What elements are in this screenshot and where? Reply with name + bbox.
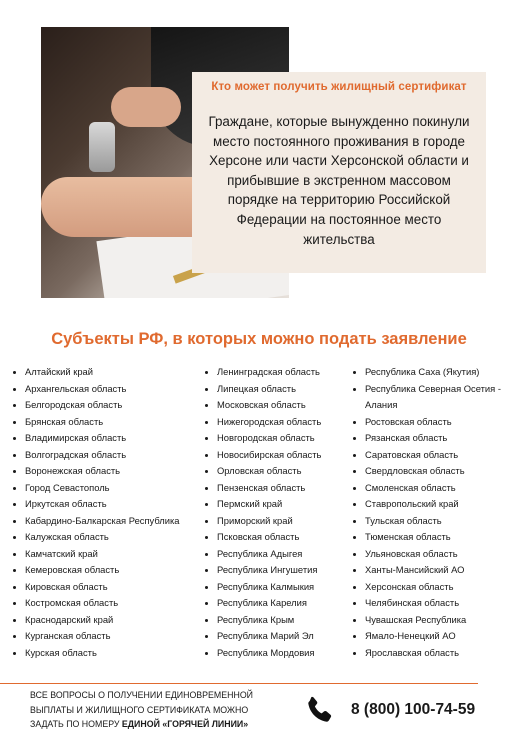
list-item: Костромская область	[11, 595, 180, 612]
list-item: Пензенская область	[203, 480, 321, 497]
list-item: Ростовская область	[351, 414, 501, 431]
phone-icon	[302, 694, 336, 728]
list-item: Ставропольский край	[351, 496, 501, 513]
regions-column-2	[203, 364, 321, 661]
list-item: Липецкая область	[203, 381, 321, 398]
list-item: Камчатский край	[11, 546, 180, 563]
regions-column-1	[11, 364, 180, 661]
list-item: Республика Саха (Якутия)	[351, 364, 501, 381]
list-item: Ленинградская область	[203, 364, 321, 381]
list-item: Республика Ингушетия	[203, 562, 321, 579]
list-item: Волгоградская область	[11, 447, 180, 464]
list-item: Ямало-Ненецкий АО	[351, 628, 501, 645]
list-item: Алтайский край	[11, 364, 180, 381]
list-item: Республика Северная Осетия - Алания	[351, 381, 501, 414]
list-item: Город Севастополь	[11, 480, 180, 497]
list-item: Республика Адыгея	[203, 546, 321, 563]
list-item: Калужская область	[11, 529, 180, 546]
list-item: Владимирская область	[11, 430, 180, 447]
list-item: Ярославская область	[351, 645, 501, 662]
list-item: Московская область	[203, 397, 321, 414]
regions-heading: Субъекты РФ, в которых можно подать заявление	[51, 330, 467, 348]
list-item: Курганская область	[11, 628, 180, 645]
list-item: Республика Калмыкия	[203, 579, 321, 596]
list-item: Республика Крым	[203, 612, 321, 629]
list-item: Псковская область	[203, 529, 321, 546]
list-item: Республика Марий Эл	[203, 628, 321, 645]
list-item: Новгородская область	[203, 430, 321, 447]
list-item: Тульская область	[351, 513, 501, 530]
list-item: Кабардино-Балкарская Республика	[11, 513, 180, 530]
list-item: Архангельская область	[11, 381, 180, 398]
list-item: Воронежская область	[11, 463, 180, 480]
list-item: Иркутская область	[11, 496, 180, 513]
list-item: Херсонская область	[351, 579, 501, 596]
footer-divider	[0, 683, 478, 684]
list-item: Краснодарский край	[11, 612, 180, 629]
list-item: Саратовская область	[351, 447, 501, 464]
card-text: Граждане, которые вынужденно покинули место постоянного проживания в городе Херсоне или части Херсонской области и прибывшие в экстренном массовом порядке на территорию Российской Федерации на постоянное место жительства	[208, 114, 470, 247]
list-item: Брянская область	[11, 414, 180, 431]
hotline-phone-number[interactable]: 8 (800) 100-74-59	[351, 701, 476, 718]
regions-column-3	[351, 364, 501, 661]
list-item: Рязанская область	[351, 430, 501, 447]
list-item: Ульяновская область	[351, 546, 501, 563]
card-title: Кто может получить жилищный сертификат	[211, 81, 467, 93]
keys-icon	[89, 122, 115, 172]
list-item: Чувашская Республика	[351, 612, 501, 629]
hotline-info: ВСЕ ВОПРОСЫ О ПОЛУЧЕНИИ ЕДИНОВРЕМЕННОЙ ВЫПЛАТЫ И ЖИЛИЩНОГО СЕРТИФИКАТА МОЖНО ЗАДАТЬ ПО НОМЕРУ ЕДИНОЙ «ГОРЯЧЕЙ ЛИНИИ»	[30, 690, 253, 729]
list-item: Кемеровская область	[11, 562, 180, 579]
list-item: Республика Мордовия	[203, 645, 321, 662]
list-item: Республика Карелия	[203, 595, 321, 612]
photo-hand-giving	[111, 87, 181, 127]
list-item: Челябинская область	[351, 595, 501, 612]
list-item: Пермский край	[203, 496, 321, 513]
list-item: Новосибирская область	[203, 447, 321, 464]
list-item: Кировская область	[11, 579, 180, 596]
eligibility-card	[192, 72, 486, 273]
list-item: Нижегородская область	[203, 414, 321, 431]
list-item: Белгородская область	[11, 397, 180, 414]
list-item: Тюменская область	[351, 529, 501, 546]
list-item: Курская область	[11, 645, 180, 662]
list-item: Орловская область	[203, 463, 321, 480]
list-item: Смоленская область	[351, 480, 501, 497]
list-item: Свердловская область	[351, 463, 501, 480]
regions-columns	[0, 364, 518, 674]
list-item: Ханты-Мансийский АО	[351, 562, 501, 579]
list-item: Приморский край	[203, 513, 321, 530]
